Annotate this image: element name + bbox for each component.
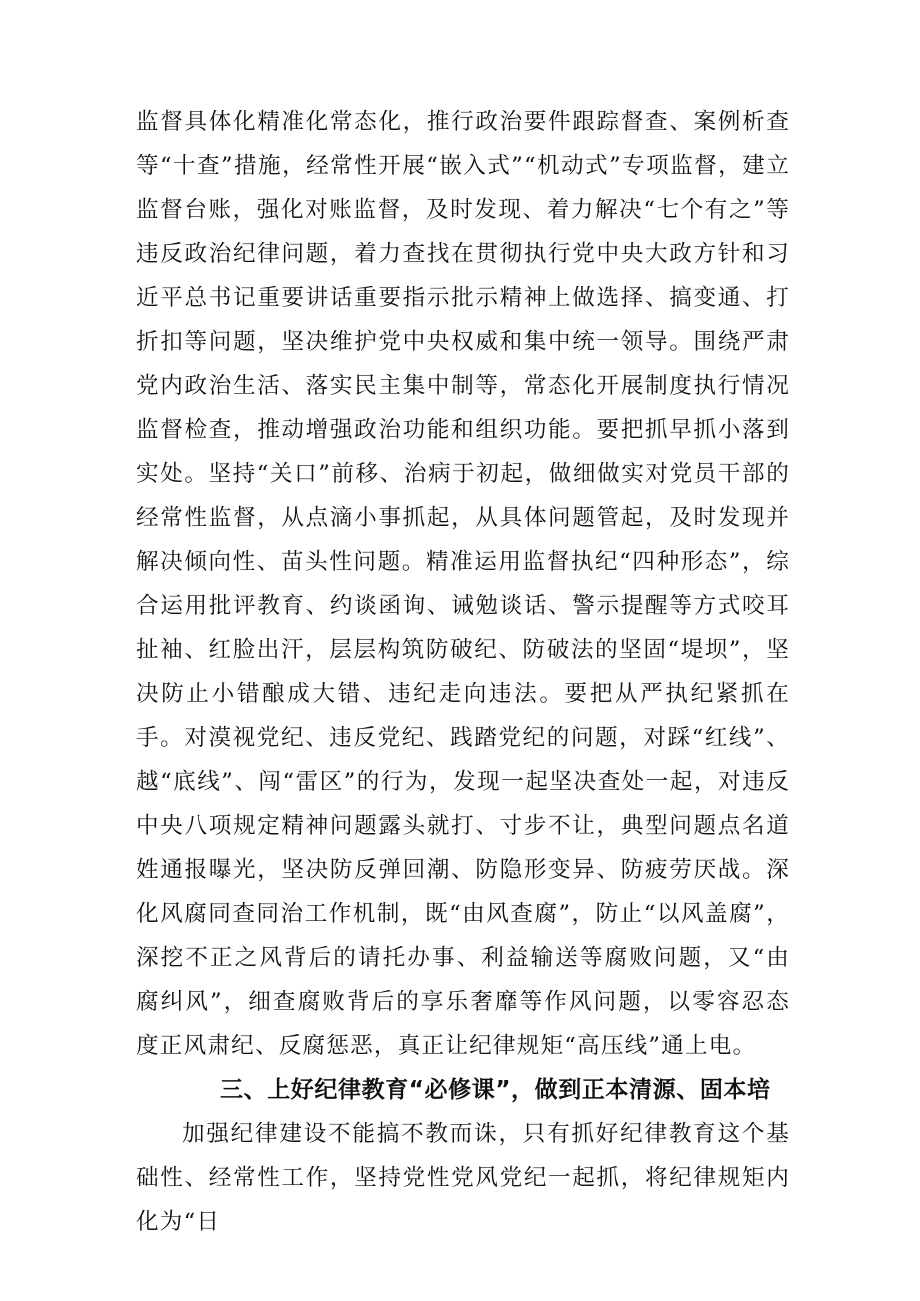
- section-heading: 三、上好纪律教育“必修课”，做到正本清源、固本培: [220, 1077, 771, 1103]
- body-paragraph-continued: 监督具体化精准化常态化，推行政治要件跟踪督查、案例析查等“十查”措施，经常性开展“嵌入式”“机动式”专项监督，建立监督台账，强化对账监督，及时发现、着力解决“七个有之”等违反政治纪律问题，着力查找在贯彻执行党中央大政方针和习近平总书记重要讲话重要指示批示精神上做选择、搞变通、打折扣等问题，坚决维护党中央权威和集中统一领导。围绕严肃党内政治生活、落实民主集中制等，常态化开展制度执行情况监督检查，推动增强政治功能和组织功能。要把抓早抓小落到实处。坚持“关口”前移、治病于初起，做细做实对党员干部的经常性监督，从点滴小事抓起，从具体问题管起，及时发现并解决倾向性、苗头性问题。精准运用监督执纪“四种形态”，综合运用批评教育、约谈函询、诫勉谈话、警示提醒等方式咬耳扯袖、红脸出汗，层层构筑防破纪、防破法的坚固“堤坝”，坚决防止小错酿成大错、违纪走向违法。要把从严执纪紧抓在手。对漠视党纪、违反党纪、践踏党纪的问题，对踩“红线”、越“底线”、闯“雷区”的行为，发现一起坚决查处一起，对违反中央八项规定精神问题露头就打、寸步不让，典型问题点名道姓通报曝光，坚决防反弹回潮、防隐形变异、防疲劳厌战。深化风腐同查同治工作机制，既“由风查腐”，防止“以风盖腐”，深挖不正之风背后的请托办事、利益输送等腐败问题，又“由腐纠风”，细查腐败背后的享乐奢靡等作风问题，以零容忍态度正风肃纪、反腐惩恶，真正让纪律规矩“高压线”通上电。: [136, 109, 790, 1059]
- body-paragraph: 加强纪律建设不能搞不教而诛，只有抓好纪律教育这个基础性、经常性工作，坚持党性党风党纪一起抓，将纪律规矩内化为“日: [136, 1121, 790, 1235]
